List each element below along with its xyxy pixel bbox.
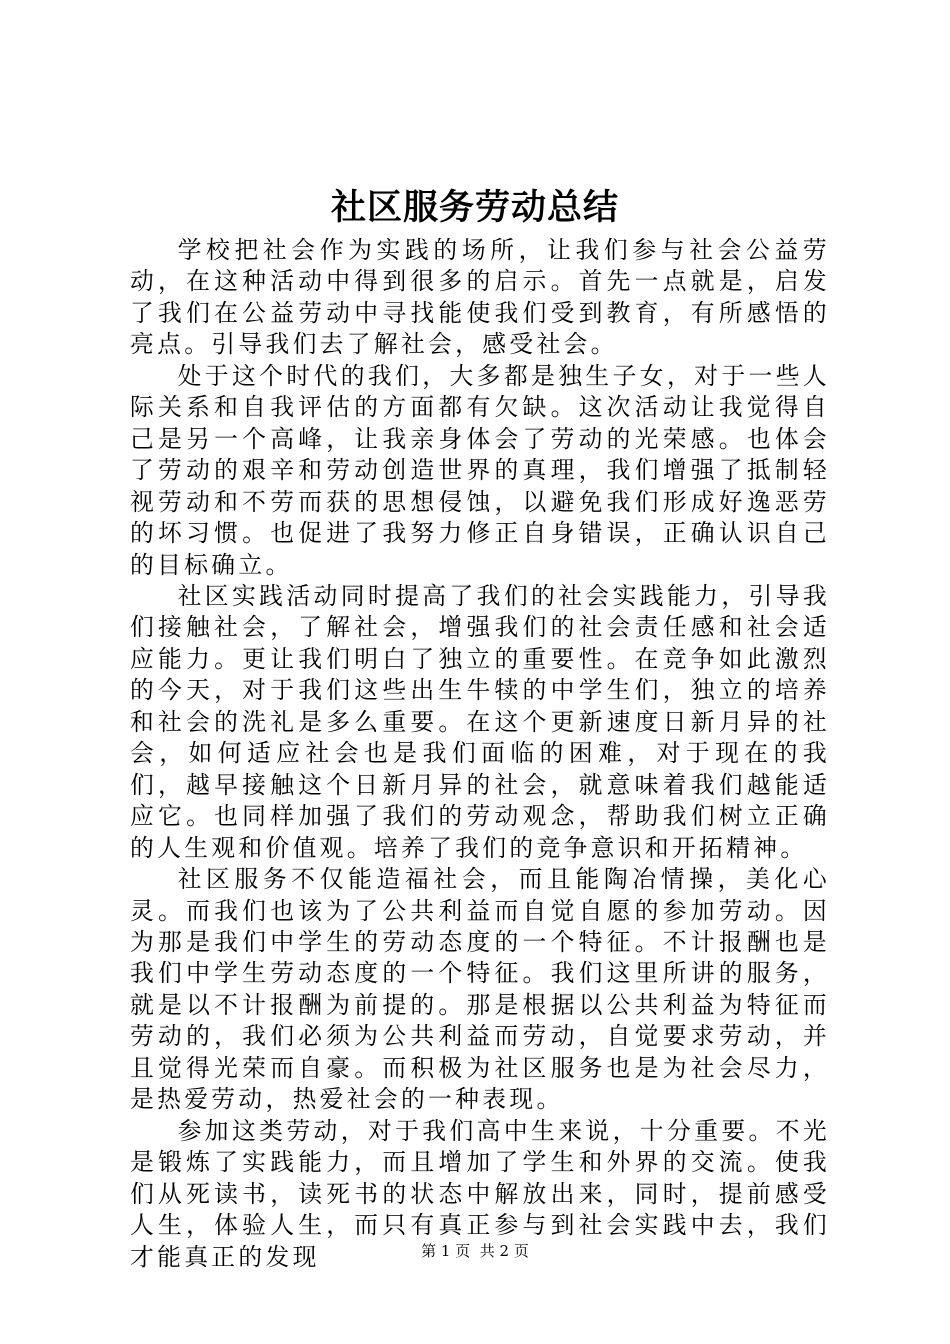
paragraph-5: 参加这类劳动，对于我们高中生来说，十分重要。不光是锻炼了实践能力，而且增加了学生和外界的交流。使我们从死读书，读死书的状态中解放出来，同时，提前感受人生，体验人生，而只有真正参与到社会实践中去，我们才能真正的发现 xyxy=(130,1116,830,1271)
footer-gap xyxy=(470,1242,480,1260)
page-total: 共 2 页 xyxy=(479,1242,529,1260)
paragraph-1: 学校把社会作为实践的场所，让我们参与社会公益劳动，在这种活动中得到很多的启示。首先一点就是，启发了我们在公益劳动中寻找能使我们受到教育，有所感悟的亮点。引导我们去了解社会，感受社会。 xyxy=(130,236,830,359)
paragraph-4: 社区服务不仅能造福社会，而且能陶冶情操，美化心灵。而我们也该为了公共利益而自觉自愿的参加劳动。因为那是我们中学生的劳动态度的一个特征。不计报酬也是我们中学生劳动态度的一个特征。我们这里所讲的服务，就是以不计报酬为前提的。那是根据以公共利益为特征而劳动的，我们必须为公共利益而劳动，自觉要求劳动，并且觉得光荣而自豪。而积极为社区服务也是为社会尽力，是热爱劳动，热爱社会的一种表现。 xyxy=(130,865,830,1114)
page-number: 第 1 页 xyxy=(421,1242,471,1260)
document-title: 社区服务劳动总结 xyxy=(330,187,619,228)
document-body xyxy=(130,235,830,1273)
page-footer xyxy=(0,1241,950,1261)
paragraph-2: 处于这个时代的我们，大多都是独生子女，对于一些人际关系和自我评估的方面都有欠缺。这次活动让我觉得自己是另一个高峰，让我亲身体会了劳动的光荣感。也体会了劳动的艰辛和劳动创造世界的真理，我们增强了抵制轻视劳动和不劳而获的思想侵蚀，以避免我们形成好逸恶劳的坏习惯。也促进了我努力修正自身错误，正确认识自己的目标确立。 xyxy=(130,361,830,579)
paragraph-3: 社区实践活动同时提高了我们的社会实践能力，引导我们接触社会，了解社会，增强我们的社会责任感和社会适应能力。更让我们明白了独立的重要性。在竞争如此激烈的今天，对于我们这些出生牛犊的中学生们，独立的培养和社会的洗礼是多么重要。在这个更新速度日新月异的社会，如何适应社会也是我们面临的困难，对于现在的我们，越早接触这个日新月异的社会，就意味着我们越能适应它。也同样加强了我们的劳动观念，帮助我们树立正确的人生观和价值观。培养了我们的竞争意识和开拓精神。 xyxy=(130,581,830,862)
